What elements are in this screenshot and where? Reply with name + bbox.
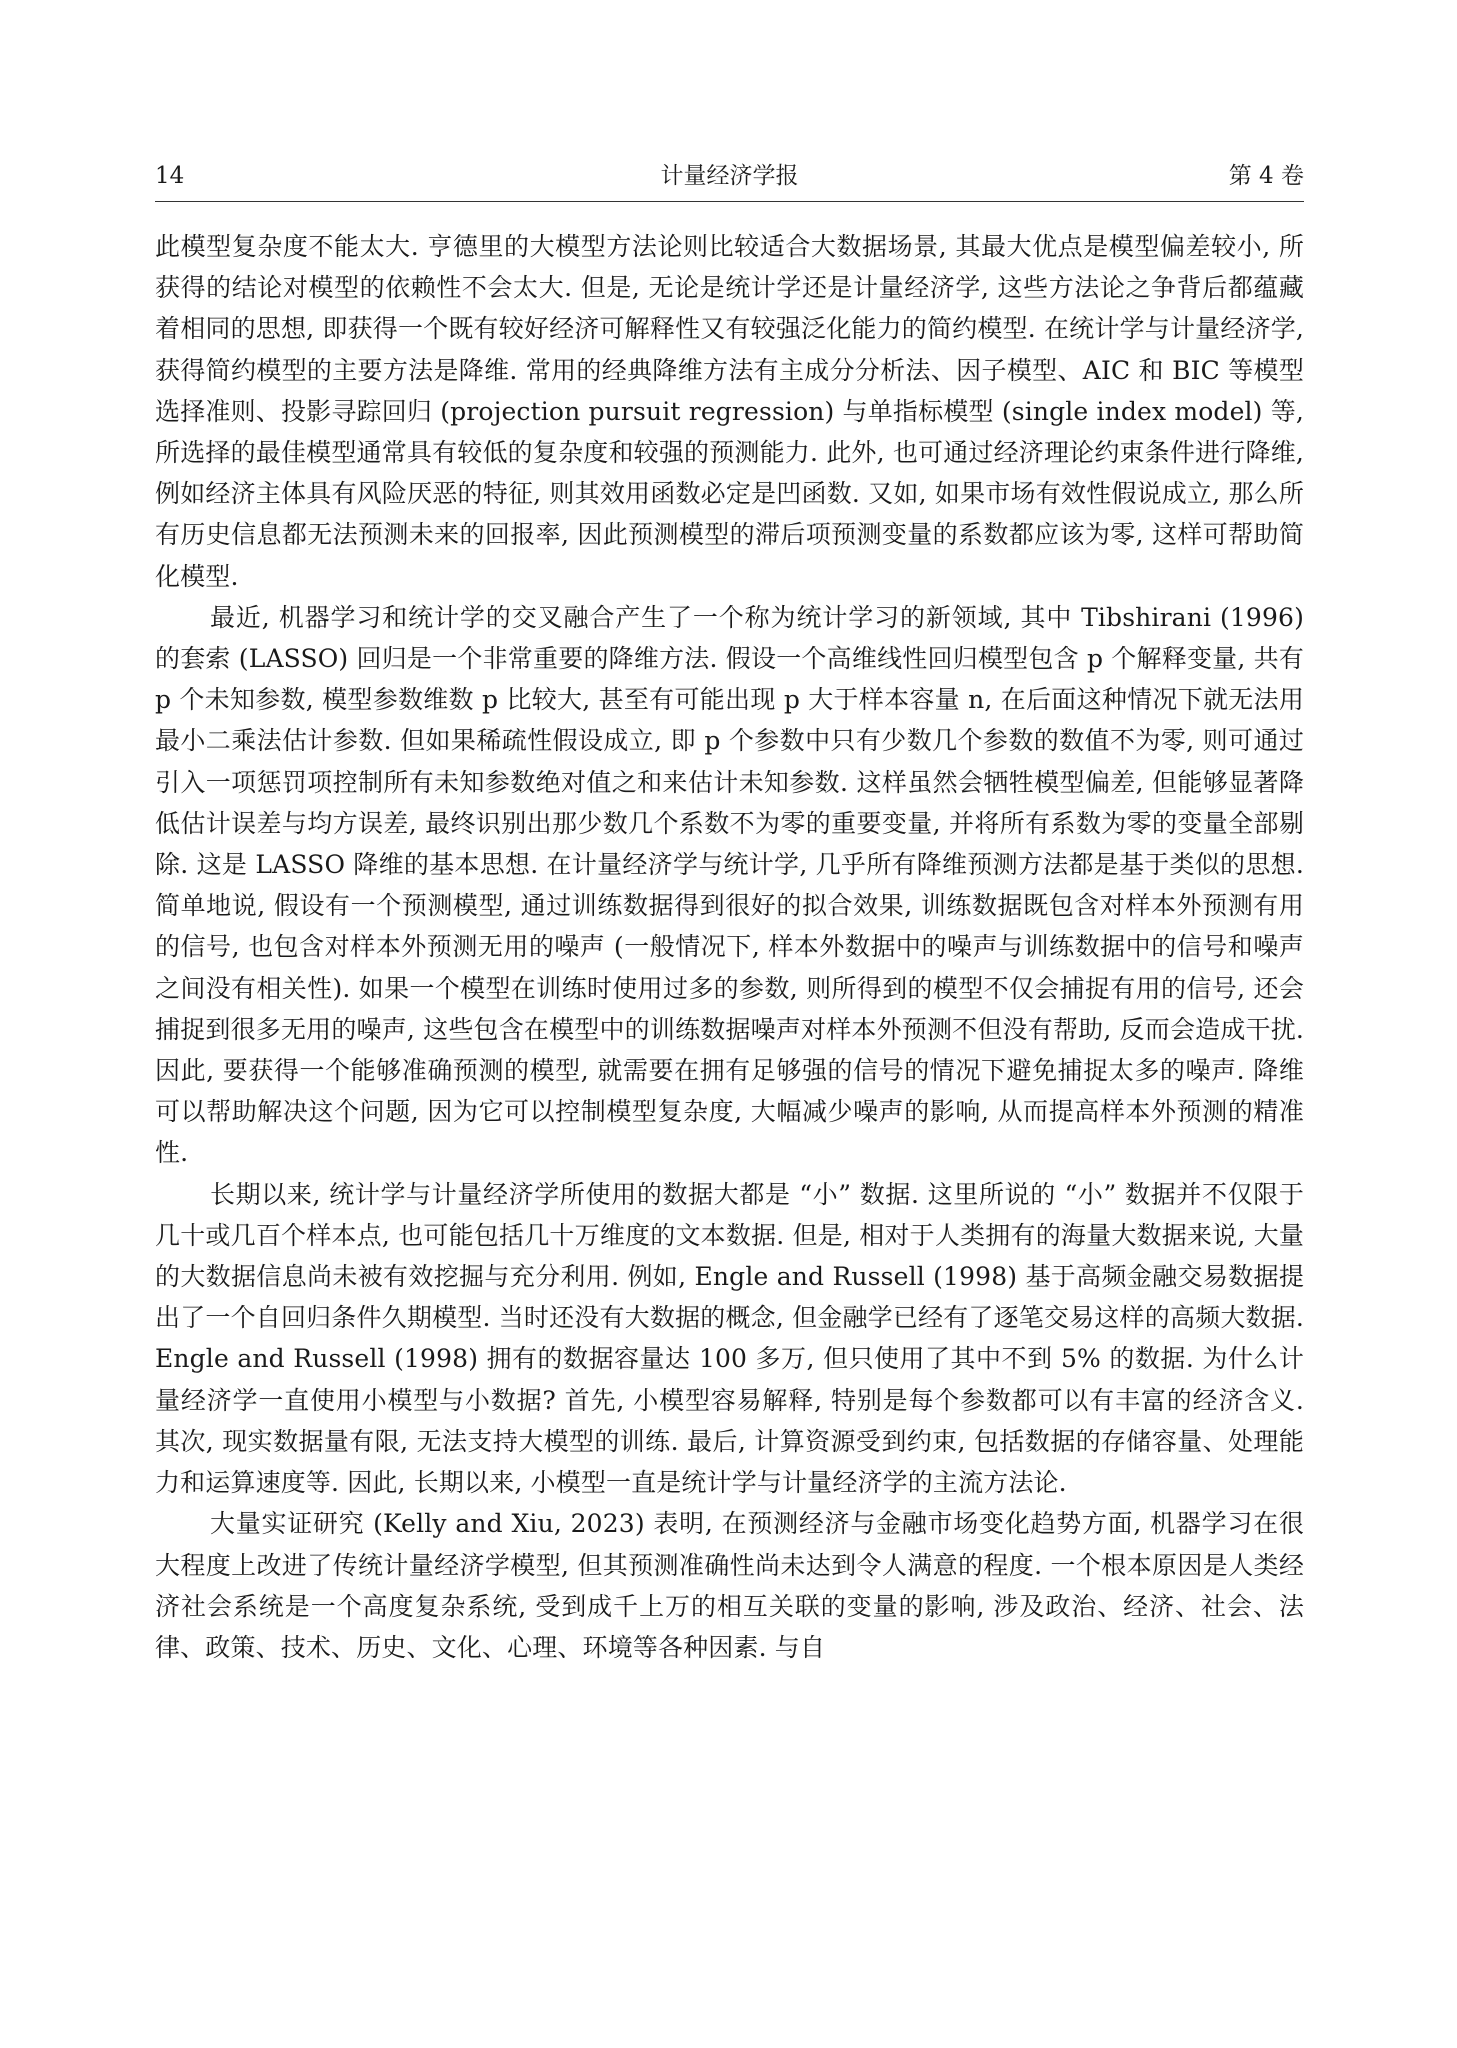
running-header xyxy=(155,160,1304,192)
paragraph-lasso: 最近, 机器学习和统计学的交叉融合产生了一个称为统计学习的新领域, 其中 Tibshirani (1996) 的套索 (LASSO) 回归是一个非常重要的降维方法. 假设一个高维线性回归模型包含 p 个解释变量, 共有 p 个未知参数, 模型参数维数 p 比较大, 甚至有可能出现 p 大于样本容量 n, 在后面这种情况下就无法用最小二乘法估计参数. 但如果稀疏性假设成立, 即 p 个参数中只有少数几个参数的数值不为零, 则可通过引入一项惩罚项控制所有未知参数绝对值之和来估计未知参数. 这样虽然会牺牲模型偏差, 但能够显著降低估计误差与均方误差, 最终识别出那少数几个系数不为零的重要变量, 并将所有系数为零的变量全部剔除. 这是 LASSO 降维的基本思想. 在计量经济学与统计学, 几乎所有降维预测方法都是基于类似的思想. 简单地说, 假设有一个预测模型, 通过训练数据得到很好的拟合效果, 训练数据既包含对样本外预测有用的信号, 也包含对样本外预测无用的噪声 (一般情况下, 样本外数据中的噪声与训练数据中的信号和噪声之间没有相关性). 如果一个模型在训练时使用过多的参数, 则所得到的模型不仅会捕捉有用的信号, 还会捕捉到很多无用的噪声, 这些包含在模型中的训练数据噪声对样本外预测不但没有帮助, 反而会造成干扰. 因此, 要获得一个能够准确预测的模型, 就需要在拥有足够强的信号的情况下避免捕捉太多的噪声. 降维可以帮助解决这个问题, 因为它可以控制模型复杂度, 大幅减少噪声的影响, 从而提高样本外预测的精准性. xyxy=(155,602,1304,1168)
paragraph-empirical-research: 大量实证研究 (Kelly and Xiu, 2023) 表明, 在预测经济与金融市场变化趋势方面, 机器学习在很大程度上改进了传统计量经济学模型, 但其预测准确性尚未达到令人满意的程度. 一个根本原因是人类经济社会系统是一个高度复杂系统, 受到成千上万的相互关联的变量的影响, 涉及政治、经济、社会、法律、政策、技术、历史、文化、心理、环境等各种因素. 与自 xyxy=(155,1509,1304,1662)
paragraph-continued: 此模型复杂度不能太大. 亨德里的大模型方法论则比较适合大数据场景, 其最大优点是模型偏差较小, 所获得的结论对模型的依赖性不会太大. 但是, 无论是统计学还是计量经济学, 这些方法论之争背后都蕴藏着相同的思想, 即获得一个既有较好经济可解释性又有较强泛化能力的简约模型. 在统计学与计量经济学, 获得简约模型的主要方法是降维. 常用的经典降维方法有主成分分析法、因子模型、AIC 和 BIC 等模型选择准则、投影寻踪回归 (projection pursuit regression) 与单指标模型 (single index model) 等, 所选择的最佳模型通常具有较低的复杂度和较强的预测能力. 此外, 也可通过经济理论约束条件进行降维, 例如经济主体具有风险厌恶的特征, 则其效用函数必定是凹函数. 又如, 如果市场有效性假说成立, 那么所有历史信息都无法预测未来的回报率, 因此预测模型的滞后项预测变量的系数都应该为零, 这样可帮助简化模型. xyxy=(155,232,1304,591)
paragraph-small-data: 长期以来, 统计学与计量经济学所使用的数据大都是 “小” 数据. 这里所说的 “小” 数据并不仅限于几十或几百个样本点, 也可能包括几十万维度的文本数据. 但是, 相对于人类拥有的海量大数据来说, 大量的大数据信息尚未被有效挖掘与充分利用. 例如, Engle and Russell (1998) 基于高频金融交易数据提出了一个自回归条件久期模型. 当时还没有大数据的概念, 但金融学已经有了逐笔交易这样的高频大数据. Engle and Russell (1998) 拥有的数据容量达 100 多万, 但只使用了其中不到 5% 的数据. 为什么计量经济学一直使用小模型与小数据? 首先, 小模型容易解释, 特别是每个参数都可以有丰富的经济含义. 其次, 现实数据量有限, 无法支持大模型的训练. 最后, 计算资源受到约束, 包括数据的存储容量、处理能力和运算速度等. 因此, 长期以来, 小模型一直是统计学与计量经济学的主流方法论. xyxy=(155,1179,1304,1498)
page-number: 14 xyxy=(155,163,185,189)
volume-label: 第 4 卷 xyxy=(1228,163,1304,189)
header-rule xyxy=(155,201,1304,202)
journal-title: 计量经济学报 xyxy=(660,163,799,189)
body-text xyxy=(155,226,1304,1668)
